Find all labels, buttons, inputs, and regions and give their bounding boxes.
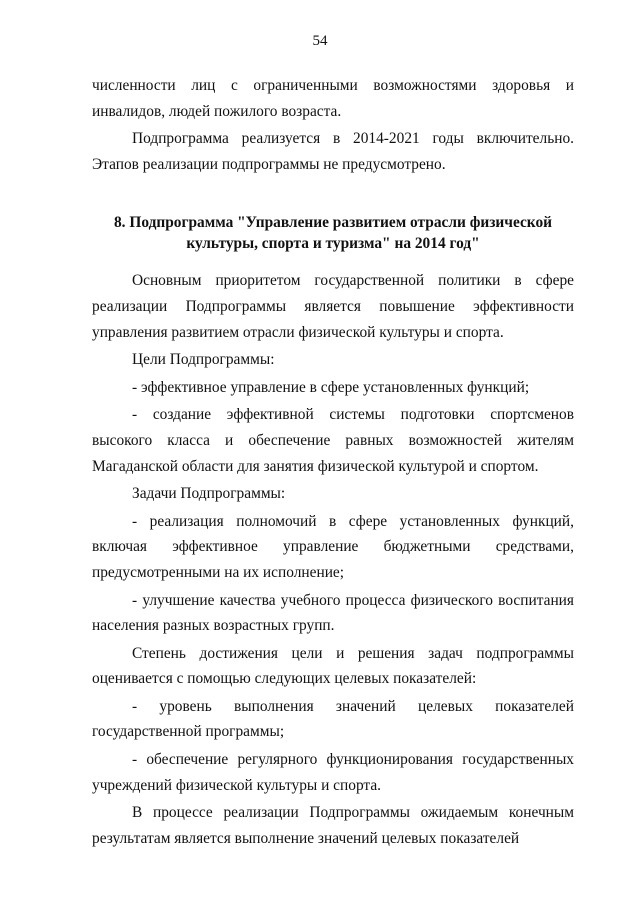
section-heading-line-2: культуры, спорта и туризма" на 2014 год" bbox=[186, 235, 480, 253]
page-number: 54 bbox=[312, 33, 328, 49]
section-heading-line-1: 8. Подпрограмма "Управление развитием отрасли физической bbox=[113, 214, 553, 232]
paragraph-priority: Основным приоритетом государственной политики в сфере реализации Подпрограммы является повышение эффективности управления развитием отрасли физической культуры и спорта. bbox=[92, 272, 574, 341]
list-item-task-1: - реализация полномочий в сфере установленных функций, включая эффективное управление бюджетными средствами, предусмотренными на их исполнение; bbox=[92, 512, 574, 581]
paragraph-continuation: численности лиц с ограниченными возможностями здоровья и инвалидов, людей пожилого возраста. bbox=[92, 77, 574, 120]
list-item-indicator-1: - уровень выполнения значений целевых показателей государственной программы; bbox=[92, 697, 574, 741]
section-heading bbox=[92, 212, 574, 254]
document-body bbox=[92, 73, 574, 851]
list-item-goal-1: - эффективное управление в сфере установленных функций; bbox=[132, 378, 530, 396]
paragraph-goals-label: Цели Подпрограммы: bbox=[132, 351, 275, 369]
paragraph-tasks-label: Задачи Подпрограммы: bbox=[132, 485, 286, 503]
paragraph-indicators-intro: Степень достижения цели и решения задач подпрограммы оценивается с помощью следующих целевых показателей: bbox=[92, 644, 574, 688]
list-item-goal-2: - создание эффективной системы подготовки спортсменов высокого класса и обеспечение равных возможностей жителям Магаданской области для занятия физической культурой и спортом. bbox=[92, 406, 574, 475]
list-item-indicator-2: - обеспечение регулярного функционирования государственных учреждений физической культуры и спорта. bbox=[92, 751, 574, 794]
paragraph-period: Подпрограмма реализуется в 2014-2021 годы включительно. Этапов реализации подпрограммы не предусмотрено. bbox=[92, 130, 574, 173]
paragraph-expected-results: В процессе реализации Подпрограммы ожидаемым конечным результатам является выполнение значений целевых показателей bbox=[92, 804, 574, 847]
list-item-task-2: - улучшение качества учебного процесса физического воспитания населения разных возрастных групп. bbox=[92, 591, 574, 635]
